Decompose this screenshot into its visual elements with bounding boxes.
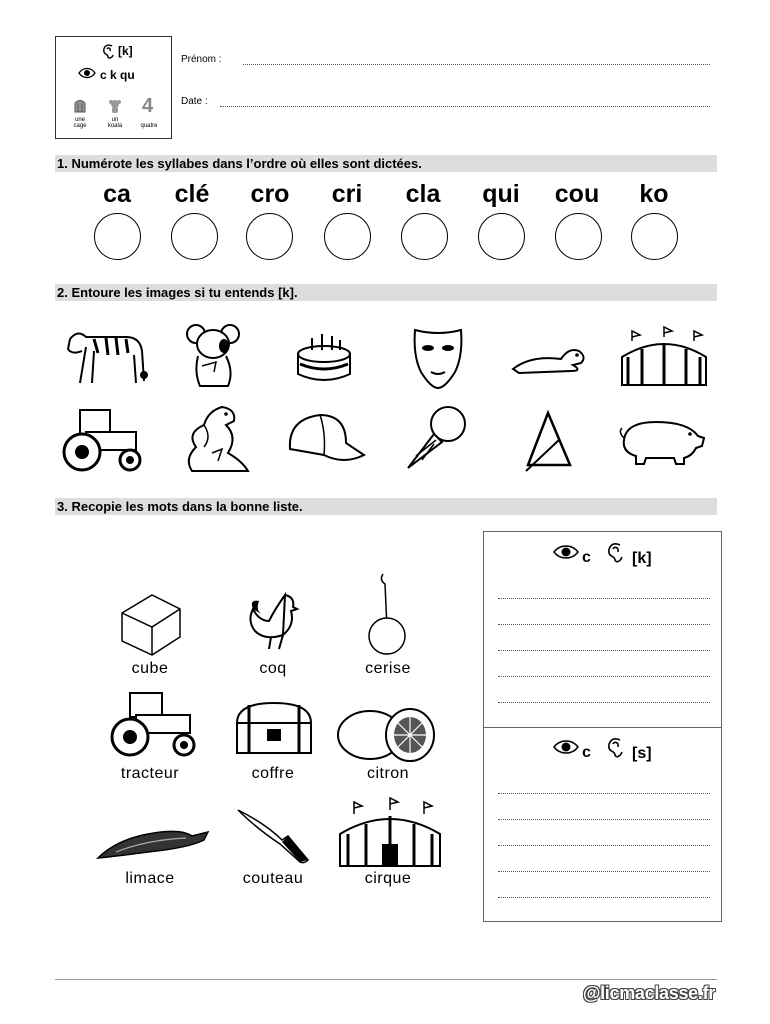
syllable-cle: clé — [174, 180, 210, 208]
example-koala: un koala — [107, 117, 123, 129]
syllable-ca: ca — [103, 180, 131, 208]
tiger-image[interactable] — [64, 325, 148, 387]
list-divider — [484, 727, 721, 728]
list-s-letter: c — [582, 744, 591, 761]
syllable-qui: qui — [482, 180, 520, 208]
ice-cream-image[interactable] — [404, 404, 468, 470]
date-label: Date : — [181, 96, 208, 107]
cherry-image[interactable] — [365, 570, 411, 656]
sorting-lists — [483, 531, 722, 922]
slug-image[interactable] — [96, 822, 210, 864]
pig-image[interactable] — [616, 416, 706, 466]
prenom-line[interactable] — [243, 63, 710, 65]
exercise-3-title: 3. Recopie les mots dans la bonne liste. — [55, 498, 717, 515]
answer-circle-4[interactable] — [324, 213, 371, 260]
birthday-cake-image[interactable] — [294, 330, 354, 386]
answer-circle-3[interactable] — [246, 213, 293, 260]
ear-icon — [607, 541, 625, 563]
example-cage: une cage — [73, 117, 87, 129]
syllable-cro: cro — [250, 180, 290, 208]
list-s-line-3[interactable] — [498, 845, 710, 846]
exercise-1-title: 1. Numérote les syllabes dans l’ordre où elles sont dictées. — [55, 155, 717, 172]
example-quatre: quatre — [140, 123, 158, 129]
dragon-image[interactable] — [182, 403, 252, 475]
syllable-ko: ko — [639, 180, 669, 208]
ear-icon — [607, 736, 625, 758]
word-coffre: coffre — [251, 765, 295, 782]
answer-circle-7[interactable] — [555, 213, 602, 260]
eye-icon — [553, 543, 579, 561]
list-s-line-1[interactable] — [498, 793, 710, 794]
eye-icon — [78, 66, 96, 80]
answer-circle-5[interactable] — [401, 213, 448, 260]
list-k-line-2[interactable] — [498, 624, 710, 625]
treasure-chest-image[interactable] — [233, 699, 315, 757]
syllable-cri: cri — [331, 180, 363, 208]
triangle-instrument-image[interactable] — [524, 409, 574, 471]
word-limace: limace — [125, 870, 175, 887]
syllable-cla: cla — [405, 180, 441, 208]
list-s-sound: [s] — [632, 745, 652, 762]
koala-icon — [108, 99, 122, 113]
list-k-line-5[interactable] — [498, 702, 710, 703]
syllable-cou: cou — [554, 180, 600, 208]
list-k-sound: [k] — [632, 550, 652, 567]
answer-circle-8[interactable] — [631, 213, 678, 260]
word-cirque: cirque — [364, 870, 412, 887]
four-digit: 4 — [142, 95, 154, 117]
cap-image[interactable] — [284, 411, 368, 465]
cage-icon — [74, 99, 86, 113]
list-k-line-1[interactable] — [498, 598, 710, 599]
ear-icon — [102, 43, 116, 59]
eye-icon — [553, 738, 579, 756]
koala-image[interactable] — [186, 322, 242, 390]
footer-divider — [55, 979, 717, 980]
word-cerise: cerise — [365, 660, 411, 677]
circus-tent-image[interactable] — [618, 327, 710, 389]
cube-image[interactable] — [118, 591, 184, 659]
word-citron: citron — [366, 765, 410, 782]
answer-circle-2[interactable] — [171, 213, 218, 260]
word-tracteur: tracteur — [120, 765, 180, 782]
rooster-image[interactable] — [245, 591, 303, 653]
sound-label: [k] — [118, 44, 133, 58]
tractor-small-image[interactable] — [106, 689, 198, 757]
circus-tent-small-image[interactable] — [336, 796, 444, 870]
mask-image[interactable] — [411, 326, 465, 390]
word-couteau: couteau — [242, 870, 304, 887]
sound-card — [55, 36, 172, 139]
list-k-line-3[interactable] — [498, 650, 710, 651]
answer-circle-1[interactable] — [94, 213, 141, 260]
list-k-line-4[interactable] — [498, 676, 710, 677]
date-line[interactable] — [220, 105, 710, 107]
tractor-image[interactable] — [60, 406, 142, 472]
spellings-label: c k qu — [100, 68, 135, 82]
list-s-line-5[interactable] — [498, 897, 710, 898]
word-cube: cube — [131, 660, 169, 677]
prenom-label: Prénom : — [181, 54, 222, 65]
list-s-line-4[interactable] — [498, 871, 710, 872]
seal-image[interactable] — [511, 343, 589, 375]
answer-circle-6[interactable] — [478, 213, 525, 260]
exercise-2-title: 2. Entoure les images si tu entends [k]. — [55, 284, 717, 301]
list-s-line-2[interactable] — [498, 819, 710, 820]
list-k-letter: c — [582, 549, 591, 566]
lemon-image[interactable] — [336, 705, 442, 763]
brand-logo: @licmaclasse.fr — [582, 983, 715, 1003]
word-coq: coq — [259, 660, 287, 677]
knife-image[interactable] — [236, 806, 312, 866]
